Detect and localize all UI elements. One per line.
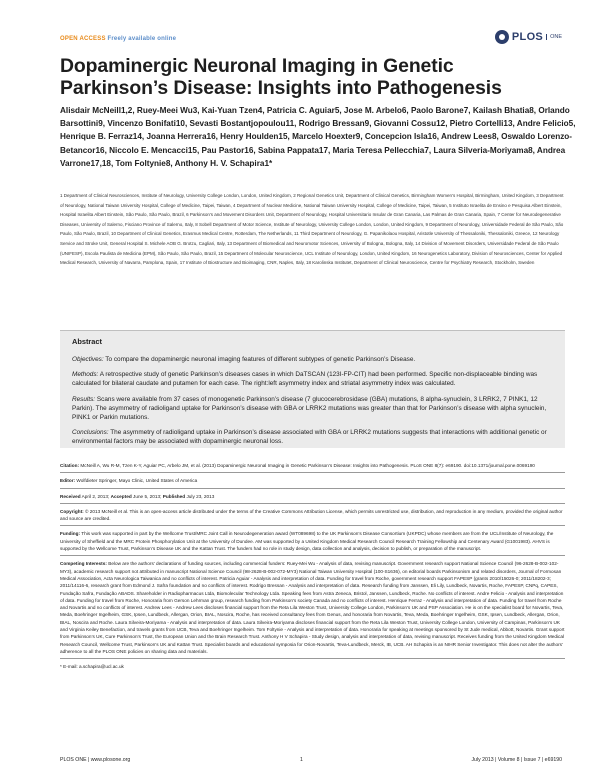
article-title: Dopaminergic Neuronal Imaging in Genetic Parkinson’s Disease: Insights into Pathogenesis bbox=[60, 55, 502, 99]
abstract-objectives bbox=[72, 355, 555, 364]
freely-available-label: Freely available online bbox=[107, 36, 177, 42]
methods-text: A retrospective study of genetic Parkinson’s diseases cases in which DaTSCAN (123I-FP-CIT) had been performed. Specific non-displaceable binding was calculated for bilateral caudate and putamen for each case. The right:left asymmetry index and striatal asymmetry index was calculated. bbox=[72, 371, 538, 388]
accepted-label: Accepted bbox=[110, 493, 132, 499]
copyright-text: © 2013 McNeill et al. This is an open-access article distributed under the terms of the Creative Commons Attribution License, which permits unrestricted use, distribution, and reproduction in any medium, provided the original author and source are credited. bbox=[60, 508, 563, 522]
open-access-label: OPEN ACCESS bbox=[60, 36, 106, 42]
citation bbox=[60, 462, 565, 469]
citation-label: Citation: bbox=[60, 463, 80, 468]
divider bbox=[60, 525, 565, 526]
methods-label: Methods: bbox=[72, 371, 99, 379]
page-footer bbox=[60, 757, 562, 767]
citation-text: McNeill A, Wu R-M, Tzen K-Y, Aguiar PC, Arbelo JM, et al. (2013) Dopaminergic Neuronal Imaging in Genetic Parkinson’s Disease: Insights into Pathogenesis. PLoS ONE 8(7): e69190. doi:10.1371/journal.pone.0069190 bbox=[80, 463, 535, 468]
funding-label: Funding: bbox=[60, 531, 81, 537]
copyright-label: Copyright: bbox=[60, 508, 84, 514]
abstract-heading: Abstract bbox=[72, 337, 102, 346]
accepted-date: June 5, 2013; bbox=[133, 493, 162, 499]
results-label: Results: bbox=[72, 395, 96, 403]
divider bbox=[60, 488, 565, 489]
footer-issue: July 2013 | Volume 8 | Issue 7 | e69190 bbox=[471, 757, 562, 763]
divider bbox=[60, 555, 565, 556]
author-list: Alisdair McNeill1,2, Ruey-Meei Wu3, Kai-Yuan Tzen4, Patricia C. Aguiar5, Jose M. Arbelo6, Paolo Barone7, Kailash Bhatia8, Orlando Barsottini9, Vincenzo Bonifati10, Sevasti Bostantjopoulou11, Rodrigo Bressan9, Giovanni Cossu12, Pietro Cortelli13, Andre Felicio5, Henrique B. Ferraz14, Joanna Herrera16, Henry Houlden15, Marcelo Hoexter9, Concepcion Isla16, Andrew Lees8, Oswaldo Lorenzo-Betancor16, Niccolo E. Mencacci15, Pau Pastor16, Sabina Pappata17, Maria Teresa Pellecchia7, Laura Silveria-Moriyama8, Andrea Varrone17,18, Tom Foltynie8, Anthony H. V. Schapira1* bbox=[60, 106, 576, 168]
results-text: Scans were available from 37 cases of monogenetic Parkinson’s disease (7 glucocerebrosidase (GBA) mutations, 8 alpha-synuclein, 3 LRRK2, 7 PINK1, 12 Parkin). The asymmetry of radioligand uptake for Parkinson’s disease with GBA or LRRK2 mutations was greater than that for Parkinson’s disease with alpha synuclein, PINK1 or Parkin mutations. bbox=[72, 395, 547, 422]
dates bbox=[60, 493, 565, 500]
open-access-banner bbox=[60, 36, 176, 42]
competing-interests bbox=[60, 560, 565, 655]
abstract-box bbox=[60, 330, 565, 448]
funding bbox=[60, 530, 565, 552]
page-number: 1 bbox=[300, 757, 303, 763]
editor bbox=[60, 477, 565, 484]
abstract-results bbox=[72, 395, 555, 423]
objectives-text: To compare the dopaminergic neuronal imaging features of different subtypes of genetic Parkinson’s Disease. bbox=[105, 356, 416, 363]
editor-label: Editor: bbox=[60, 478, 76, 484]
journal-logo-suffix: ONE bbox=[546, 34, 562, 40]
page-header bbox=[60, 30, 562, 52]
divider bbox=[60, 658, 565, 659]
corresponding-email: * E-mail: a.schapira@ucl.ac.uk bbox=[60, 664, 124, 670]
footer-journal: PLOS ONE | www.plosone.org bbox=[60, 757, 131, 763]
editor-text: Wolfdieter Springer, Mayo Clinic, United States of America bbox=[76, 478, 198, 484]
published-label: Published bbox=[162, 493, 186, 499]
plos-logo-icon bbox=[495, 30, 509, 44]
received-label: Received bbox=[60, 493, 81, 499]
article-info bbox=[60, 462, 565, 674]
abstract-methods bbox=[72, 370, 555, 388]
affiliations: 1 Department of Clinical Neurosciences, Institute of Neurology, University College London, London, United Kingdom, 2 Regional Genetics Unit, Department of Clinical Genetics, Birmingham Women’s Hospital, Birmingham, United Kingdom, 3 Department of Neurology, National Taiwan University Hospital, College of Medicine, Taipei, Taiwan, 4 Department of Nuclear Medicine, National Taiwan University Hospital, College of Medicine, Taipei, Taiwan, 5 Instituto Israelita de Ensino e Pesquisa Albert Einstein, Hospital Israelita Albert Einstein, São Paulo, São Paulo, Brazil, 6 Parkinson’s and Movement Disorders Unit, Department of Neurology, Hospital Universitario Insular de Gran Canaria, Las Palmas de Gran Canaria, Spain, 7 Center for Neurodegenerative Diseases, University of Salerno, Fisciano Province of Salerno, Italy, 8 Sobell Department of Motor Science, Institute of Neurology, University College London, London, United Kingdom, 9 Department of Neurology, Universidade Federal de São Paulo, São Paulo, São Paulo, Brazil, 10 Department of Clinical Genetics, Erasmus Medical Centre, Rotterdam, The Netherlands, 11 Third Department of Neurology, G. Papanikolaou Hospital, Aristotle University of Thessaloniki, Thessaloniki, Greece, 12 Neurology Service and Stroke Unit, General Hospital S. Michele AOB G. Brotzu, Cagliari, Italy, 13 Department of Biomedical and Neuromotor Sciences, University of Bologna, Bologna, Italy, 14 Division of Movement Disorders, Universidade Federal de São Paulo (UNIFESP), Escola Paulista de Medicina (EPM), São Paulo, São Paulo, Brazil, 15 Department of Molecular Neuroscience, UCL Institute of Neurology, London, United Kingdom, 16 Neurogenetics Laboratory, Division of Neurosciences, Center for Applied Medical Research, University of Navarra, Pamplona, Spain, 17 Institute of Biostructure and Bioimaging, CNR, Naples, Italy, 18 Karolinska Institutet, Department of Clinical Neuroscience, Centre for Psychiatry Research, Stockholm, Sweden bbox=[60, 193, 564, 266]
competing-label: Competing Interests: bbox=[60, 561, 107, 567]
objectives-label: Objectives: bbox=[72, 356, 104, 363]
journal-logo-name: PLOS bbox=[511, 31, 544, 43]
published-date: July 23, 2013 bbox=[186, 493, 215, 499]
funding-text: This work was supported in part by the Wellcome Trust/MRC Joint Call in Neurodegeneration award (WT089698) to the UK Parkinson’s Disease Consortium (UKPDC) whose members are from the UCL/Institute of Neurology, the University of Sheffield and the MRC Protein Phosphorylation Unit at the University of Dundee. AM was supported by a United Kingdom Medical Research Council Research Training Fellowship and Centenary Award (G1001983). AHVS is supported by the Wellcome Trust, Parkinson’s Disease UK and the Kattan Trust. The funders had no role in study design, data collection and analysis, decision to publish, or preparation of the manuscript. bbox=[60, 531, 554, 552]
competing-text: Below are the authors’ declarations of funding sources, including commercial funders: Ruey-Mei Wu - Analysis of data, revising manuscript. Government research support National Science Council (96-2628-B-002-102-MY3), academic research support not attributed in manuscript National Science Council (98-2628-B-002-072-MY3) National Taiwan University Hospital (100-S1636), on editorial boards Parkinsonism and related disorders, Journal of Formosan Medical Association, Acta Neurologica Taiwanica and no conflicts of interest. Patricia Aguiar - Analysis and interpretation of data. Funding for travel from Roche, government research support FAPESP (grants 2010/15026-0; 2011/18202-3; 2011/14116-6, research grant from Edmond J. Safra foundation and no conflicts of interest. Rodrigo Bressan - Analysis and interpretation of data. Research funding from Janssen, Eli Lily, Lundbeck, Novartis, Roche, FAPESP, CNPq, CAPES, Fundação Safra, Fundação ABADS. Shareholder in Radiopharmacus Ltda, Biomolecular Technology Ltda. Speaking fees from Astra Zeneca, Bristol, Janssen, Lundbeck, Roche. No conflicts of interest. Andre Felicio - Analysis and interpretation of data. Funding for travel from Roche, Honoraria from Gerson Lehrman group, research funding from Parkinson’s society Canada and no conflicts of interest. Henrique Ferraz - Analysis and interpretation of data. Funding for travel from Roche and Novartis and no conflicts of interest. Andrew Lees - Andrew Lees discloses financial support from the Reta Lila Weston Trust, University College London, Parkinson’s UK and PSP Association. He is on the specialist board for Novartis, Teva, Meda, Boehringer Ingelheim, GSK, Ipsen, Lundbeck, Allergan, Orion, BIAL, Noscira, Roche, has received consultancy fees from Genus, and honoraria from Novartis, Teva, Meda, Boehringer Ingelheim, GSK, Ipsen, Lundbeck, Allergan, Orion, BIAL, Noscira and Roche. Laura Silveira-Moriyama - Analysis and interpretation of data. Laura Silveira-Moriyama discloses financial support from the Reta Lila Weston Trust, University College London, University of Campinas, Parkinson’s UK and Virginia Keiley Benefaction, and travels grants from UCB, Teva and Boehringer Ingelheim. Tom Foltynie - Analysis and interpretation of data. Honoraria for speaking at meetings sponsored by St Jude medical, Abbott, Novartis. Grant support from Parkinson’s UK, Cure Parkinson’s Trust, the European Union and the Brain Research Trust. Anthony H V Schapira - Study design, analysis and interpretation of data, revising manuscript. Receives funding from the United Kingdom Medical Research Council, Wellcome Trust, Parkinson’s UK and Kattan Trust. Specialist boards and educational symposia for Orion-Novartis, Teva-Lundbeck, Merck, IB, UCB. AH Schapira is an NIHR Senior Investigator. This does not alter the authors’ adherence to all the PLOS ONE policies on sharing data and materials. bbox=[60, 561, 565, 654]
copyright bbox=[60, 508, 565, 523]
divider bbox=[60, 472, 565, 473]
abstract-conclusions bbox=[72, 428, 555, 446]
conclusions-text: The asymmetry of radioligand uptake in Parkinson’s disease associated with GBA or LRRK2 mutations suggests that interactions with additional genetic or environmental factors may be associated with dopaminergic neuronal loss. bbox=[72, 429, 547, 446]
journal-logo bbox=[495, 30, 562, 44]
divider bbox=[60, 503, 565, 504]
received-date: April 2, 2013; bbox=[81, 493, 110, 499]
conclusions-label: Conclusions: bbox=[72, 429, 109, 437]
